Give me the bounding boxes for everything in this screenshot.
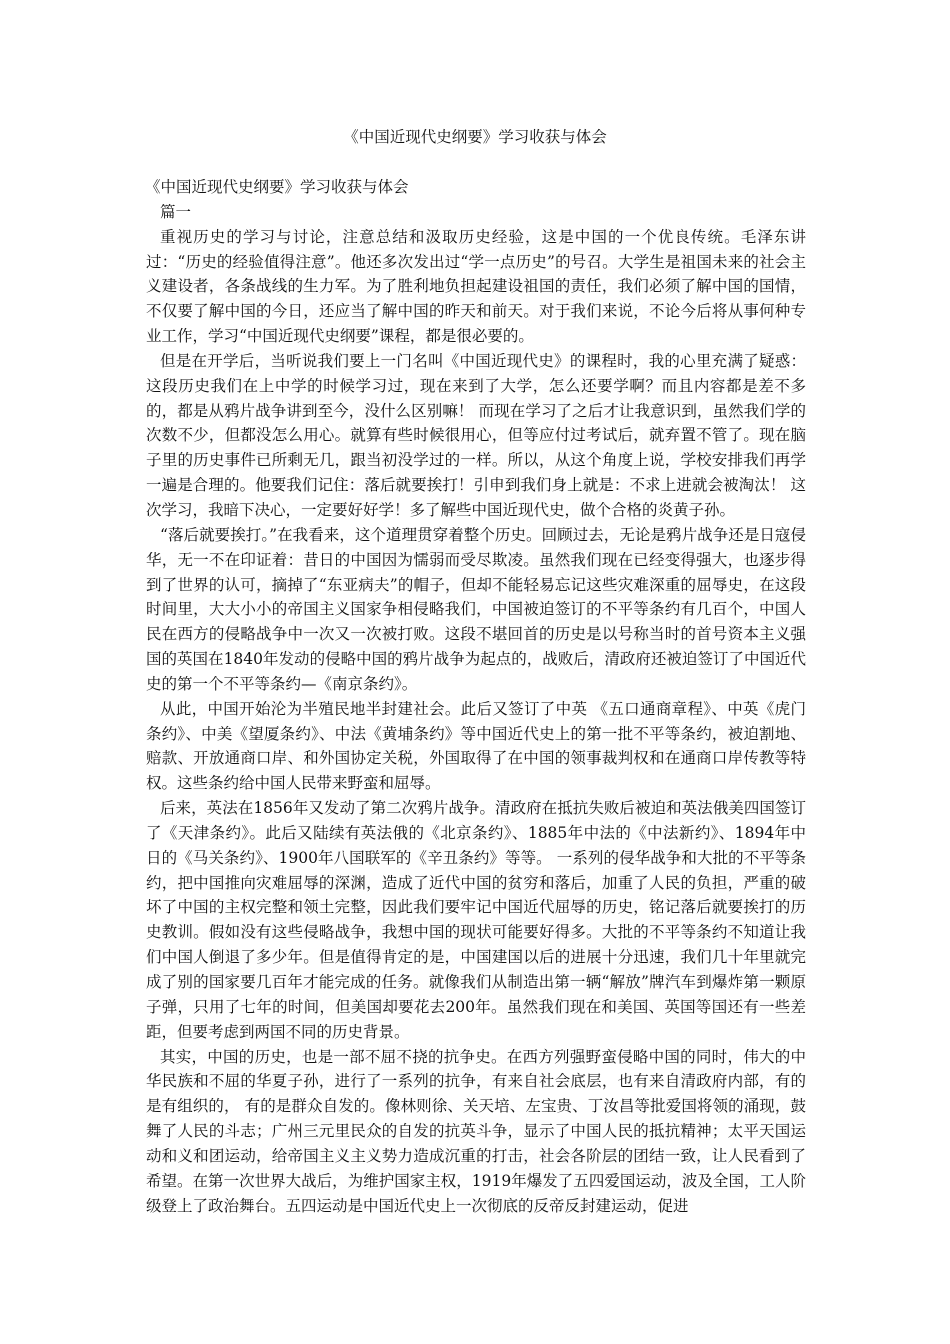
document-subtitle: 《中国近现代史纲要》学习收获与体会 bbox=[145, 178, 409, 196]
paragraph-5: 后来，英法在1856年又发动了第二次鸦片战争。清政府在抵抗失败后被迫和英法俄美四国签订了《天津条约》。此后又陆续有英法俄的《北京条约》、1885年中法的《中法新约》、1894年中日的《马关条约》、1900年八国联军的《辛丑条约》等等。 一系列的侵华战争和大批的不平等条约，把中国推向灾难屈辱的深渊，造成了近代中国的贫穷和落后，加重了人民的负担，严重的破坏了中国的主权完整和领土完整，因此我们要牢记中国近代屈辱的历史，铭记落后就要挨打的历史教训。假如没有这些侵略战争，我想中国的现状可能要好得多。大批的不平等条约不知道让我们中国人倒退了多少年。但是值得肯定的是，中国建国以后的进展十分迅速，我们几十年里就完成了别的国家要几百年才能完成的任务。就像我们从制造出第一辆“解放”牌汽车到爆炸第一颗原子弹，只用了七年的时间，但美国却要花去200年。虽然我们现在和美国、英国等国还有一些差距，但要考虑到两国不同的历史背景。 bbox=[146, 799, 806, 1041]
paragraph-4: 从此，中国开始沦为半殖民地半封建社会。此后又签订了中英 《五口通商章程》、中英《虎门条约》、中美《望厦条约》、中法《黄埔条约》等中国近代史上的第一批不平等条约，被迫割地、赔款、开放通商口岸、和外国协定关税，外国取得了在中国的领事裁判权和在通商口岸传教等特权。这些条约给中国人民带来野蛮和屈辱。 bbox=[146, 699, 806, 793]
paragraph-3: “落后就要挨打。”在我看来，这个道理贯穿着整个历史。回顾过去，无论是鸦片战争还是日寇侵华，无一不在印证着：昔日的中国因为懦弱而受尽欺凌。虽然我们现在已经变得强大，也逐步得到了世界的认可，摘掉了“东亚病夫”的帽子，但却不能轻易忘记这些灾难深重的屈辱史，在这段时间里，大大小小的帝国主义国家争相侵略我们，中国被迫签订的不平等条约有几百个，中国人民在西方的侵略战争中一次又一次被打败。这段不堪回首的历史是以号称当时的首号资本主义强国的英国在1840年发动的侵略中国的鸦片战争为起点的，战败后，清政府还被迫签订了中国近代史的第一个不平等条约—《南京条约》。 bbox=[146, 525, 806, 693]
paragraph-1: 重视历史的学习与讨论，注意总结和汲取历史经验，这是中国的一个优良传统。毛泽东讲过：“历史的经验值得注意”。他还多次发出过“学一点历史”的号召。大学生是祖国未来的社会主义建设者，各条战线的生力军。为了胜利地负担起建设祖国的责任，我们必须了解中国的国情，不仅要了解中国的今日，还应当了解中国的昨天和前天。对于我们来说，不论今后将从事何种专业工作，学习“中国近现代史纲要”课程，都是很必要的。 bbox=[146, 227, 806, 346]
paragraph-6: 其实，中国的历史，也是一部不屈不挠的抗争史。在西方列强野蛮侵略中国的同时，伟大的中华民族和不屈的华夏子孙，进行了一系列的抗争，有来自社会底层，也有来自清政府内部，有的是有组织的， 有的是群众自发的。像林则徐、关天培、左宝贵、丁汝昌等批爱国将领的涌现，鼓舞了人民的斗志；广州三元里民众的自发的抗英斗争，显示了中国人民的抵抗精神；太平天国运动和义和团运动，给帝国主义主义势力造成沉重的打击，社会各阶层的团结一致，让人民看到了希望。在第一次世界大战后，为维护国家主权，1919年爆发了五四爱国运动，波及全国，工人阶级登上了政治舞台。五四运动是中国近代史上一次彻底的反帝反封建运动，促进 bbox=[146, 1047, 806, 1215]
section-label: 篇一 bbox=[160, 202, 192, 221]
paragraph-2: 但是在开学后，当听说我们要上一门名叫《中国近现代史》的课程时，我的心里充满了疑惑：这段历史我们在上中学的时候学习过，现在来到了大学，怎么还要学啊？而且内容都是差不多的，都是从鸦片战争讲到至今，没什么区别嘛！ 而现在学习了之后才让我意识到，虽然我们学的次数不少，但都没怎么用心。就算有些时候很用心，但等应付过考试后，就弃置不管了。现在脑子里的历史事件已所剩无几，跟当初没学过的一样。所以，从这个角度上说，学校安排我们再学一遍是合理的。他要我们记住：落后就要挨打！引申到我们身上就是：不求上进就会被淘汰！ 这次学习，我暗下决心，一定要好好学！多了解些中国近现代史，做个合格的炎黄子孙。 bbox=[146, 351, 806, 519]
document-title: 《中国近现代史纲要》学习收获与体会 bbox=[343, 128, 607, 146]
document-body bbox=[146, 175, 806, 1218]
